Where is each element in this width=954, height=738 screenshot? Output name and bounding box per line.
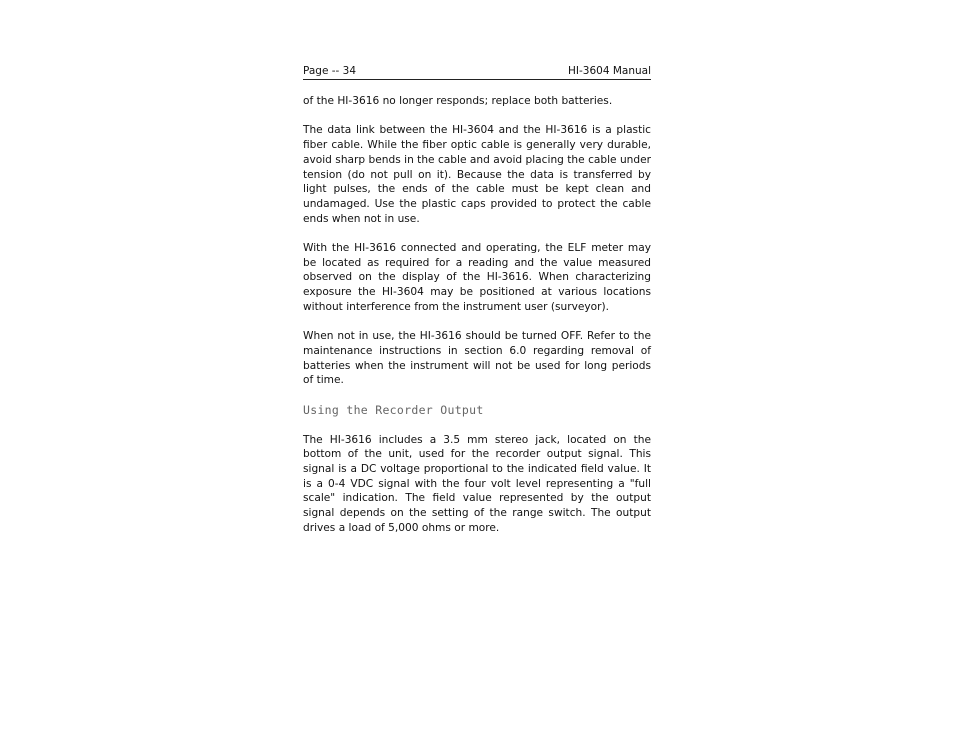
paragraph-recorder-output: The HI-3616 includes a 3.5 mm stereo jack, located on the bottom of the unit, used for the recorder output signal. This signal is a DC voltage proportional to the indicated field value. It is a 0-4 VDC signal with the four volt level representing a "full scale" indication. The field value represented by the output signal depends on the setting of the range switch. The output drives a load of 5,000 ohms or more. [303, 433, 651, 534]
section-heading-recorder-output: Using the Recorder Output [303, 403, 484, 418]
paragraph-turn-off: When not in use, the HI-3616 should be turned OFF. Refer to the maintenance instructions in section 6.0 regarding removal of batteries when the instrument will not be used for long periods of time. [303, 330, 651, 387]
page-number: Page -- 34 [303, 65, 357, 77]
paragraph-operation: With the HI-3616 connected and operating, the ELF meter may be located as required for a reading and the value measured observed on the display of the HI-3616. When characterizing exposure the HI-3604 may be positioned at various locations without interference from the instrument user (surveyor). [303, 242, 651, 313]
paragraph-data-link: The data link between the HI-3604 and the HI-3616 is a plastic fiber cable. While the fiber optic cable is generally very durable, avoid sharp bends in the cable and avoid placing the cable under tension (do not pull on it). Because the data is transferred by light pulses, the ends of the cable must be kept clean and undamaged. Use the plastic caps provided to protect the cable ends when not in use. [303, 124, 651, 225]
running-header [303, 64, 651, 80]
manual-title: HI-3604 Manual [568, 65, 651, 77]
manual-page [303, 64, 651, 535]
paragraph-battery-continuation: of the HI-3616 no longer responds; replace both batteries. [303, 95, 613, 107]
